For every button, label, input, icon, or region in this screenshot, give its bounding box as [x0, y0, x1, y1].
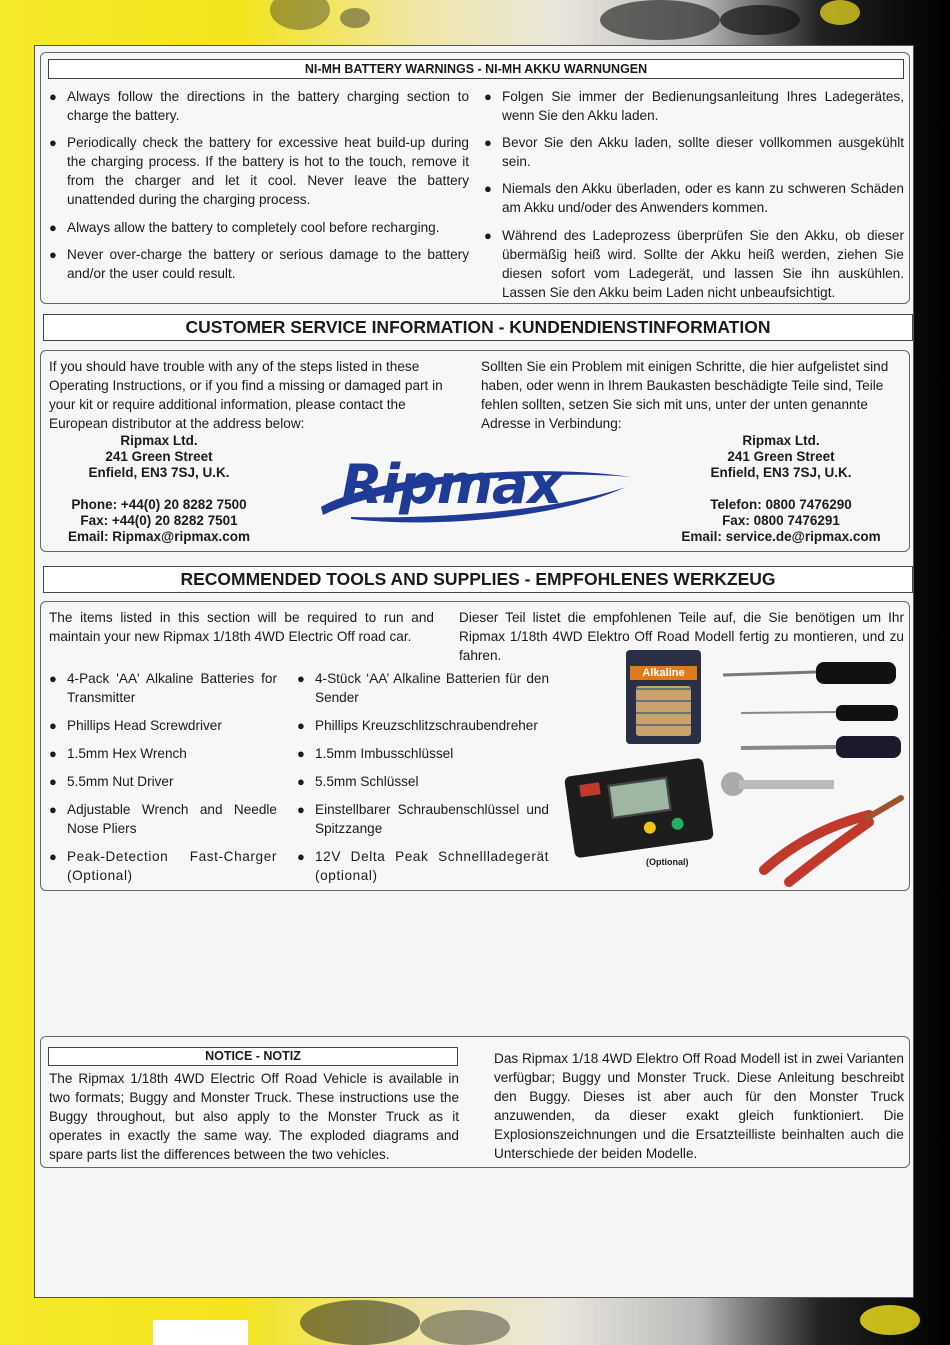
battery-warnings-title: NI-MH BATTERY WARNINGS - NI-MH AKKU WARNUNGEN [48, 59, 904, 79]
list-item: ● 5.5mm Nut Driver [49, 774, 174, 789]
logo-text: Ripmax [341, 453, 562, 516]
en-contact: Phone: +44(0) 20 8282 7500 Fax: +44(0) 20 8282 7501 Email: Ripmax@ripmax.com [68, 497, 250, 544]
tools-title: RECOMMENDED TOOLS AND SUPPLIES - EMPFOHLENES WERKZEUG [43, 566, 913, 593]
screwdrivers-icon [721, 660, 906, 780]
notice-title: NOTICE - NOTIZ [48, 1047, 458, 1066]
list-item: ● Bevor Sie den Akku laden, sollte dieser vollkommen ausgekühlt sein. [484, 135, 904, 169]
battery-warnings-box [40, 52, 910, 304]
list-item: ● 12V Delta Peak Schnellladegerät (optional) [297, 849, 549, 883]
list-item: ● 1.5mm Imbusschlüssel [297, 746, 454, 761]
list-item: ● 5.5mm Schlüssel [297, 774, 419, 789]
notice-box [40, 1036, 910, 1168]
list-item: ● 4-Pack 'AA' Alkaline Batteries for Transmitter [49, 671, 277, 705]
list-item: ● Peak-Detection Fast-Charger (Optional) [49, 849, 277, 883]
en-address: Ripmax Ltd. 241 Green Street Enfield, EN3 7SJ, U.K. [88, 433, 230, 480]
list-item: ● Periodically check the battery for excessive heat build-up during the charging process. If the battery is hot to the touch, remove it from the charger and let it cool. Never leave the battery unattended during the charging process. [49, 135, 469, 207]
customer-service-de-text: Sollten Sie ein Problem mit einigen Schritte, die hier aufgelistet sind haben, oder wenn in Ihrem Baukasten beschädigte Teile sind, Teile fehlen sollten, setzen Sie sich mit uns, unter der unten genannte Adresse in Verbindung: [481, 359, 889, 431]
content-page [34, 45, 914, 1298]
list-item: ● Während des Ladeprozess überprüfen Sie den Akku, ob dieser übermäßig heiß wird. Sollte der Akku heiß werden, ziehen Sie diesen sofort vom Ladegerät, und lassen Sie ihn auskühlen. Lassen Sie den Akku beim Laden nicht unbeaufsichtigt. [484, 228, 904, 300]
list-item: ● Phillips Head Screwdriver [49, 718, 222, 733]
optional-label: (Optional) [646, 857, 689, 867]
list-item: ● Einstellbarer Schraubenschlüssel und Spitzzange [297, 802, 549, 836]
alkaline-battery-pack [626, 650, 701, 744]
list-item: ● Folgen Sie immer der Bedienungsanleitung Ihres Ladegerätes, wenn Sie den Akku laden. [484, 89, 904, 123]
list-item: ● Always follow the directions in the battery charging section to charge the battery. [49, 89, 469, 123]
de-contact: Telefon: 0800 7476290 Fax: 0800 7476291 Email: service.de@ripmax.com [681, 497, 881, 544]
wrench-and-pliers-icon [719, 770, 909, 888]
ripmax-logo [311, 453, 641, 527]
list-item: ● Phillips Kreuzschlitzschraubendreher [297, 718, 538, 733]
list-item: ● 1.5mm Hex Wrench [49, 746, 187, 761]
footer-block [153, 1320, 248, 1345]
customer-service-title: CUSTOMER SERVICE INFORMATION - KUNDENDIENSTINFORMATION [43, 314, 913, 341]
tools-en-intro: The items listed in this section will be required to run and maintain your new Ripmax 1/18th 4WD Electric Off road car. [49, 610, 434, 644]
battery-pack-label: Alkaline [630, 666, 697, 680]
tools-de-intro: Dieser Teil listet die empfohlenen Teile auf, die Sie benötigen um Ihr Ripmax 1/18th 4WD Elektro Off Road Modell fertig zu montieren, und zu fahren. [459, 610, 904, 663]
list-item: ● 4-Stück ‘AA’ Alkaline Batterien für den Sender [297, 671, 549, 705]
list-item: ● Niemals den Akku überladen, oder es kann zu schweren Schäden am Akku und/oder des Anwenders kommen. [484, 181, 904, 215]
list-item: ● Never over-charge the battery or serious damage to the battery and/or the user could result. [49, 247, 469, 281]
customer-service-en-text: If you should have trouble with any of the steps listed in these Operating Instructions, or if you find a missing or damaged part in your kit or require additional information, please contact the European distributor at the address below: [49, 359, 443, 431]
de-address: Ripmax Ltd. 241 Green Street Enfield, EN3 7SJ, U.K. [710, 433, 852, 480]
customer-service-box [40, 350, 910, 552]
list-item: ● Always allow the battery to completely cool before recharging. [49, 220, 440, 235]
notice-en-text: The Ripmax 1/18th 4WD Electric Off Road Vehicle is available in two formats; Buggy and Monster Truck. These instructions use the Buggy throughout, but also apply to the Monster Truck as it operates in exactly the same way. The exploded diagrams and spare parts list the differences between the two vehicles. [49, 1071, 459, 1162]
fast-charger [564, 758, 714, 859]
tools-box [40, 601, 910, 891]
notice-de-text: Das Ripmax 1/18 4WD Elektro Off Road Modell ist in zwei Varianten verfügbar; Buggy und Monster Truck. Diese Anleitung beschreibt den Buggy. Dieses ist aber auch für den Monster Truck anzuwenden, da dieser exakt gleich funktioniert. Die Explosionszeichnungen und die Ersatzteilliste beinhalten auch die Unterschiede der beiden Modelle. [494, 1051, 904, 1161]
list-item: ● Adjustable Wrench and Needle Nose Pliers [49, 802, 277, 836]
